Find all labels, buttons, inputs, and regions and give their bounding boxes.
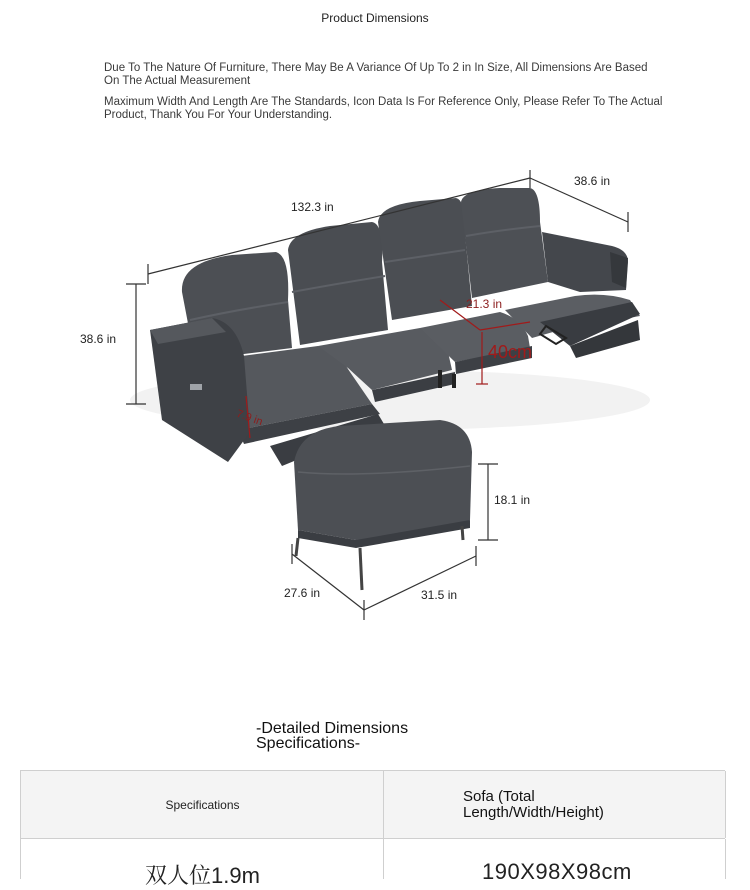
table-header-row bbox=[20, 771, 725, 839]
size-variance-notice: Due To The Nature Of Furniture, There May Be A Variance Of Up To 2 in In Size, All Dimensions Are Based On The Actual Measurement bbox=[104, 62, 648, 87]
row-cell-size bbox=[383, 839, 726, 884]
specifications-table bbox=[20, 770, 725, 888]
table-row bbox=[20, 839, 725, 888]
length-label: 132.3 in bbox=[291, 200, 334, 214]
spec-value: 双人位1.9m bbox=[145, 863, 260, 888]
header-cell-sofa bbox=[383, 771, 726, 838]
seat-height-label: 40cm bbox=[488, 342, 533, 362]
ottoman-width-label: 31.5 in bbox=[421, 588, 458, 602]
seat-depth-label: 21.3 in bbox=[466, 297, 503, 311]
size-value: 190X98X98cm bbox=[482, 859, 632, 884]
depth-label: 38.6 in bbox=[574, 174, 611, 188]
row-cell-spec bbox=[20, 839, 384, 888]
reference-notice: Maximum Width And Length Are The Standards, Icon Data Is For Reference Only, Please Refer To The Actual Product, Thank You For Your Understanding. bbox=[104, 96, 663, 121]
page-title: Product Dimensions bbox=[321, 11, 429, 25]
sofa-dimension-illustration bbox=[0, 150, 750, 630]
recline-label: 7.9 in bbox=[234, 407, 265, 429]
section-heading: -Detailed Dimensions Specifications- bbox=[256, 720, 409, 752]
ottoman bbox=[294, 420, 472, 590]
ottoman-depth-label: 27.6 in bbox=[284, 586, 321, 600]
ottoman-height-label: 18.1 in bbox=[494, 493, 531, 507]
header-specifications: Specifications bbox=[165, 797, 240, 812]
header-sofa-dimensions: Sofa (Total Length/Width/Height) bbox=[463, 787, 604, 821]
header-cell-specifications bbox=[20, 771, 384, 838]
sofa-drawing bbox=[0, 150, 750, 630]
height-label: 38.6 in bbox=[80, 332, 117, 346]
